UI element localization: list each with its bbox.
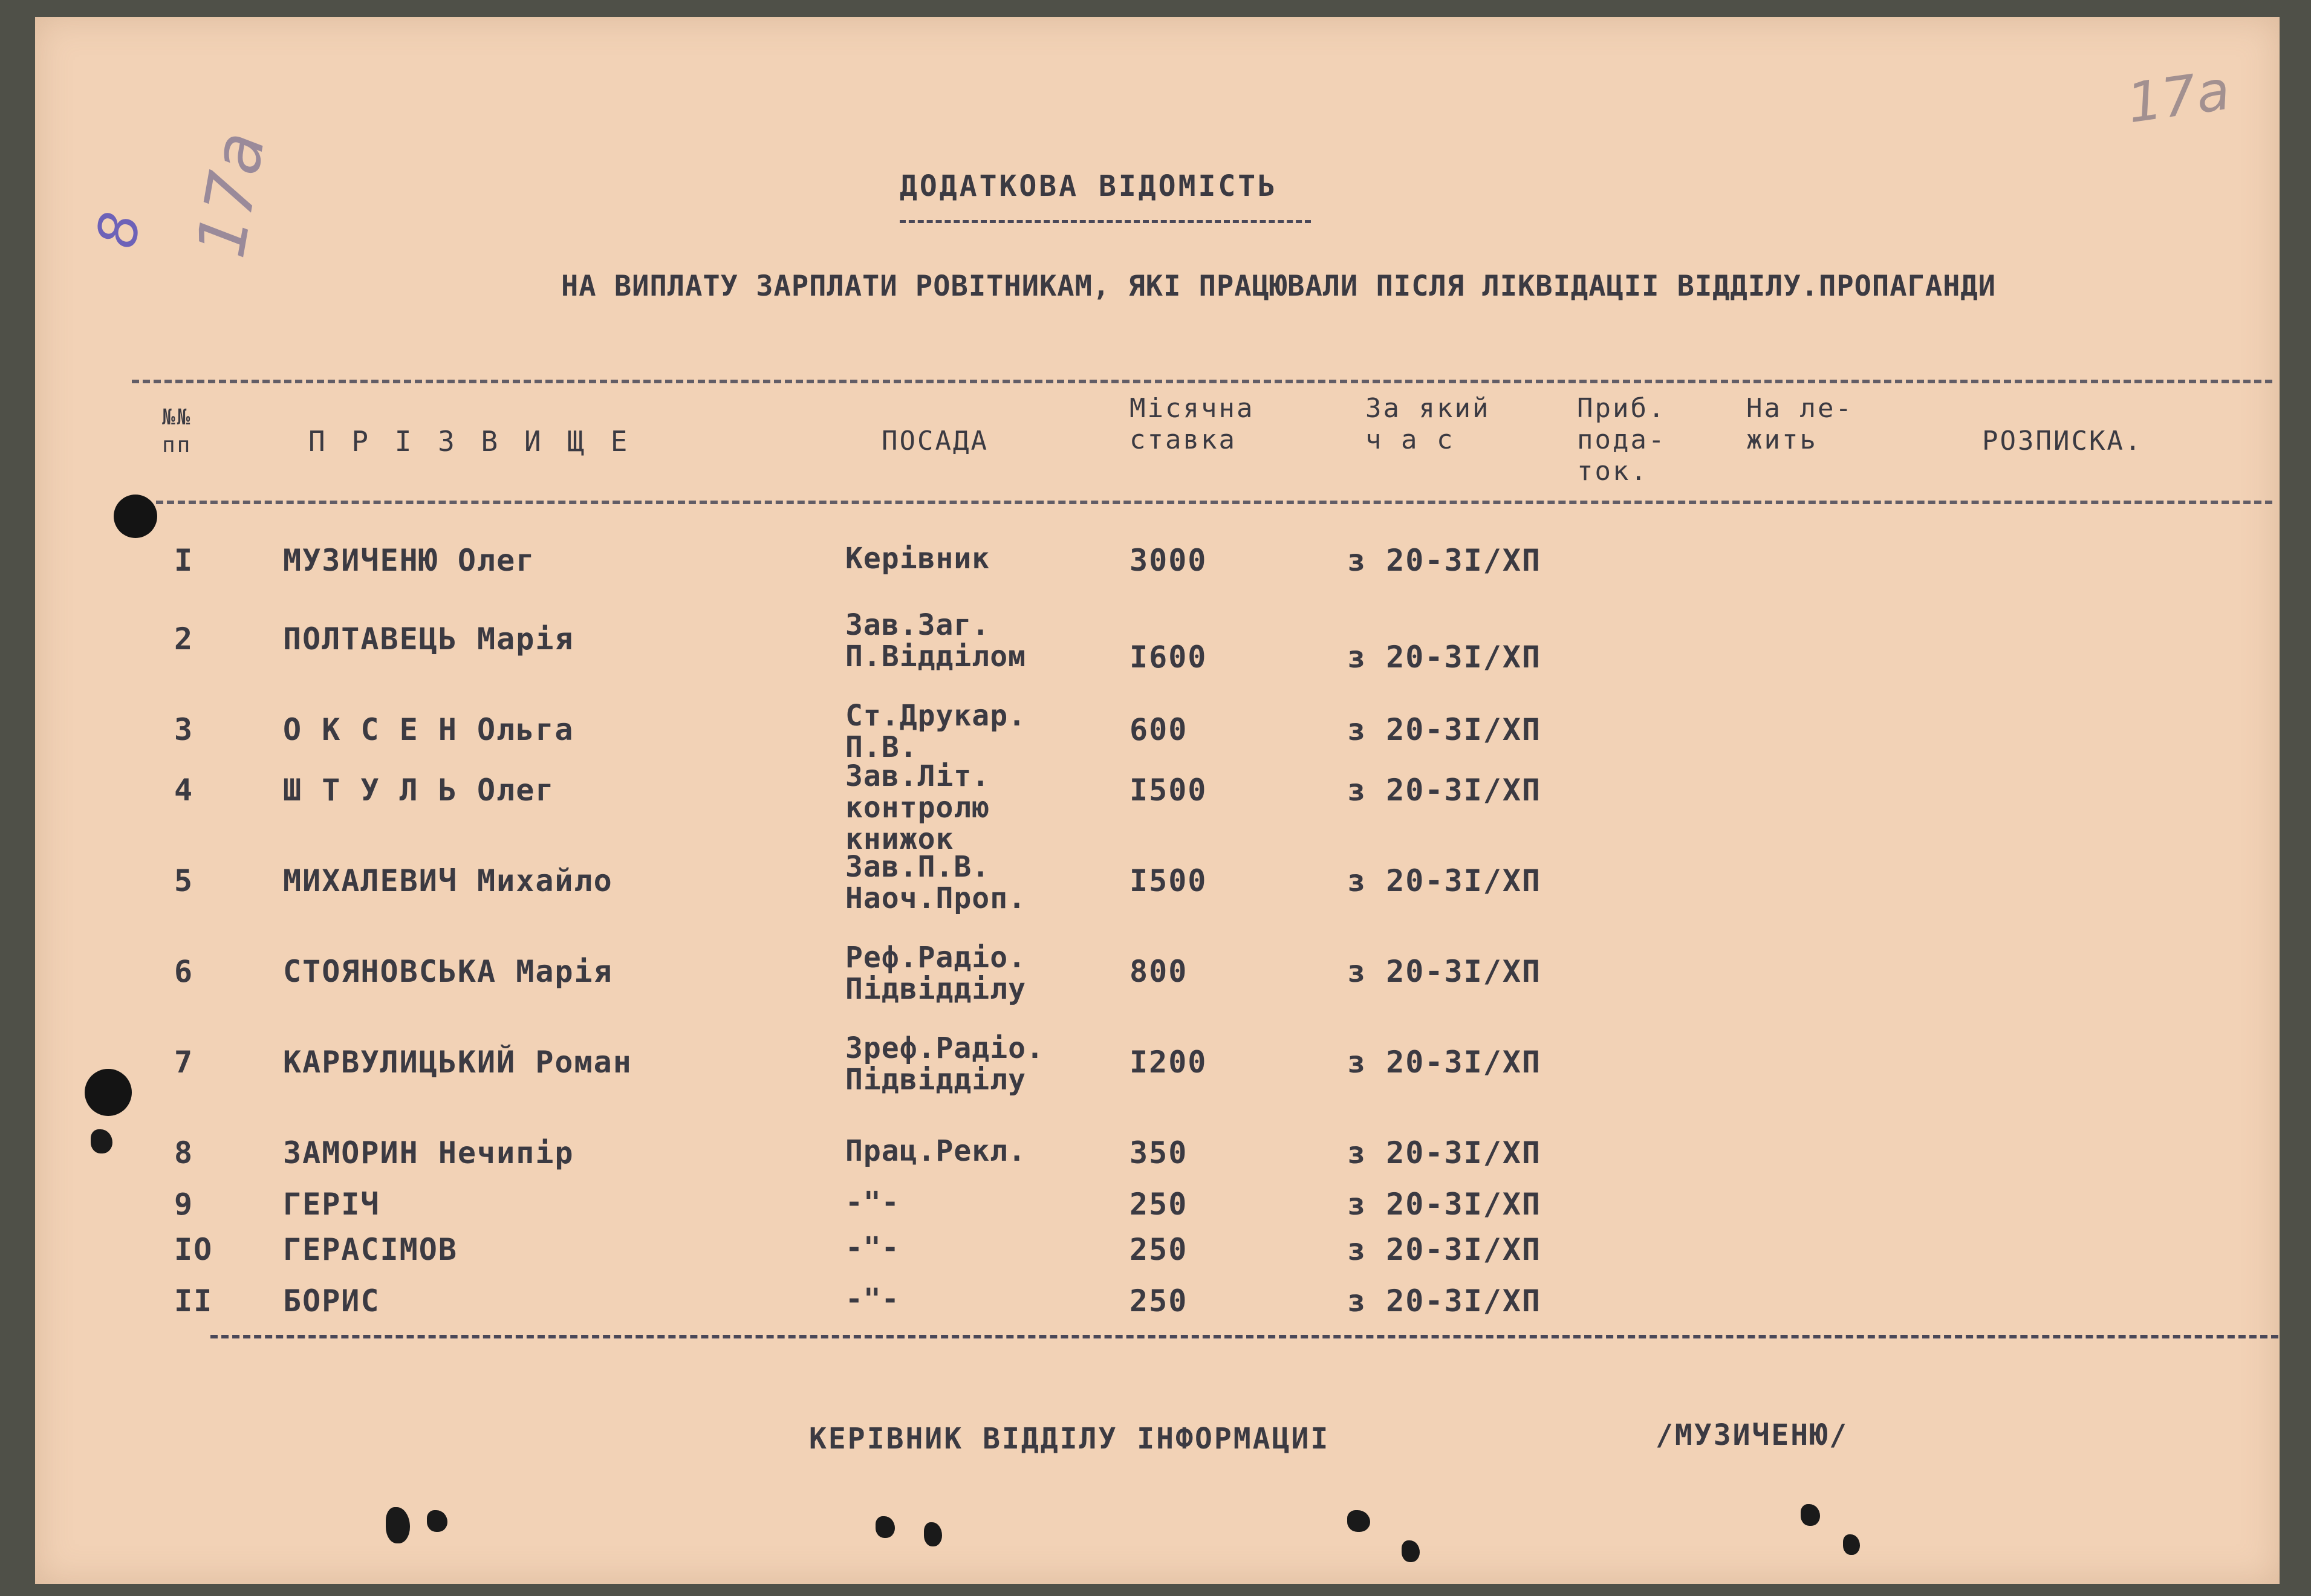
ink-speck — [924, 1522, 942, 1546]
row-rate: 600 — [1129, 712, 1188, 747]
archive-mark-top-right: 17а — [2123, 58, 2234, 136]
col-header-rate — [1129, 393, 1254, 456]
title-underline — [900, 220, 1311, 223]
col-header-income-tax-line: ток. — [1577, 456, 1648, 487]
row-name: О К С Е Н Ольга — [283, 712, 574, 747]
row-period: з 20-3І/ХП — [1347, 640, 1542, 675]
col-header-signature: РОЗПИСКА. — [1982, 426, 2143, 456]
ink-speck — [427, 1510, 447, 1532]
row-name: СТОЯНОВСЬКА Марія — [283, 954, 613, 989]
ink-speck — [1347, 1510, 1370, 1532]
row-period: з 20-3І/ХП — [1347, 1232, 1542, 1267]
row-position-line: контролю — [845, 791, 990, 825]
ink-speck — [1402, 1540, 1420, 1562]
table-bottom-rule — [210, 1335, 2278, 1338]
archive-mark-left-top: 8 — [84, 207, 154, 253]
row-name: Ш Т У Л Ь Олег — [283, 773, 555, 808]
row-position-line: Керівник — [845, 542, 990, 576]
punch-hole — [114, 495, 157, 538]
row-rate: 350 — [1129, 1135, 1188, 1170]
col-header-income-tax — [1577, 393, 1666, 487]
document-title: ДОДАТКОВА ВІДОМІСТЬ — [900, 169, 1278, 203]
row-number: 5 — [174, 863, 194, 898]
row-period: з 20-3І/ХП — [1347, 1135, 1542, 1170]
row-position-line: Прац.Рекл. — [845, 1134, 1026, 1168]
col-header-num — [162, 404, 192, 459]
punch-hole — [85, 1069, 132, 1116]
row-period: з 20-3І/ХП — [1347, 773, 1542, 808]
row-number: І — [174, 543, 194, 578]
col-header-num-line: №№ — [162, 405, 192, 430]
ink-speck — [386, 1507, 410, 1543]
row-period: з 20-3І/ХП — [1347, 1187, 1542, 1222]
row-rate: І200 — [1129, 1045, 1208, 1080]
footer-role: КЕРІВНИК ВІДДІЛУ ІНФОРМАЦИІ — [809, 1422, 1330, 1456]
row-number: 4 — [174, 773, 194, 808]
col-header-due-line: На ле- — [1746, 393, 1853, 424]
row-name: МИХАЛЕВИЧ Михайло — [283, 863, 613, 898]
row-position-line: -"- — [845, 1231, 900, 1265]
row-position-line: Зав.Заг. — [845, 608, 990, 642]
row-name: ЗАМОРИН Нечипір — [283, 1135, 574, 1170]
row-name: ГЕРАСІМОВ — [283, 1232, 458, 1267]
row-number: 9 — [174, 1187, 194, 1222]
ink-speck — [91, 1129, 112, 1153]
ink-speck — [876, 1516, 895, 1538]
row-period: з 20-3І/ХП — [1347, 712, 1542, 747]
row-position-line: -"- — [845, 1186, 900, 1219]
row-position-line: Зав.Літ. — [845, 759, 990, 793]
row-period: з 20-3І/ХП — [1347, 1283, 1542, 1319]
header-rule-top — [132, 380, 2272, 383]
col-header-due-line: жить — [1746, 424, 1818, 455]
row-rate: І600 — [1129, 640, 1208, 675]
row-number: 7 — [174, 1045, 194, 1080]
col-header-position: ПОСАДА — [882, 426, 989, 456]
col-header-period — [1365, 393, 1490, 456]
row-period: з 20-3І/ХП — [1347, 954, 1542, 989]
row-position-line: книжок — [845, 822, 954, 856]
row-position-line: Ст.Друкар. — [845, 699, 1026, 733]
row-number: ІІ — [174, 1283, 213, 1319]
row-number: ІО — [174, 1232, 213, 1267]
row-position-line: Зреф.Радіо. — [845, 1031, 1044, 1065]
col-header-num-line: пп — [162, 433, 192, 458]
col-header-rate-line: ставка — [1129, 424, 1237, 455]
col-header-rate-line: Місячна — [1129, 393, 1255, 424]
archive-mark-left-bottom: 17а — [181, 126, 280, 264]
row-number: 2 — [174, 621, 194, 657]
row-position-line: П.Відділом — [845, 640, 1026, 673]
header-rule-bottom — [156, 501, 2272, 504]
row-position-line: Підвідділу — [845, 972, 1026, 1006]
col-header-income-tax-line: Приб. — [1577, 393, 1666, 424]
row-rate: 800 — [1129, 954, 1188, 989]
row-position-line: Наоч.Проп. — [845, 881, 1026, 915]
row-number: 6 — [174, 954, 194, 989]
row-number: 8 — [174, 1135, 194, 1170]
row-name: ГЕРІЧ — [283, 1187, 380, 1222]
row-name: МУЗИЧЕНЮ Олег — [283, 543, 536, 578]
footer-signature: /МУЗИЧЕНЮ/ — [1656, 1418, 1848, 1452]
row-position-line: Підвідділу — [845, 1063, 1026, 1097]
row-number: 3 — [174, 712, 194, 747]
row-position-line: -"- — [845, 1282, 900, 1316]
row-rate: 250 — [1129, 1283, 1188, 1319]
ink-speck — [1843, 1534, 1860, 1555]
col-header-surname: П Р І З В И Щ Е — [308, 425, 632, 458]
row-rate: І500 — [1129, 773, 1208, 808]
row-position-line: Реф.Радіо. — [845, 941, 1026, 975]
row-position-line: Зав.П.В. — [845, 850, 990, 884]
ink-speck — [1801, 1504, 1820, 1526]
row-period: з 20-3І/ХП — [1347, 863, 1542, 898]
row-name: ПОЛТАВЕЦЬ Марія — [283, 621, 574, 657]
col-header-income-tax-line: пода- — [1577, 424, 1666, 455]
col-header-period-line: ч а с — [1365, 424, 1455, 455]
document-subtitle: НА ВИПЛАТУ ЗАРПЛАТИ РОВІТНИКАМ, ЯКІ ПРАЦЮВАЛИ ПІСЛЯ ЛІКВІДАЦІІ ВІДДІЛУ.ПРОПАГАНДИ — [561, 270, 1997, 303]
row-period: з 20-3І/ХП — [1347, 543, 1542, 578]
col-header-due — [1746, 393, 1853, 456]
col-header-period-line: За який — [1365, 393, 1490, 424]
row-rate: 250 — [1129, 1232, 1188, 1267]
document-sheet — [35, 17, 2280, 1584]
row-rate: 250 — [1129, 1187, 1188, 1222]
row-position-line: П.В. — [845, 730, 918, 764]
row-rate: 3000 — [1129, 543, 1208, 578]
row-name: КАРВУЛИЦЬКИЙ Роман — [283, 1045, 632, 1080]
row-rate: І500 — [1129, 863, 1208, 898]
row-period: з 20-3І/ХП — [1347, 1045, 1542, 1080]
row-name: БОРИС — [283, 1283, 380, 1319]
